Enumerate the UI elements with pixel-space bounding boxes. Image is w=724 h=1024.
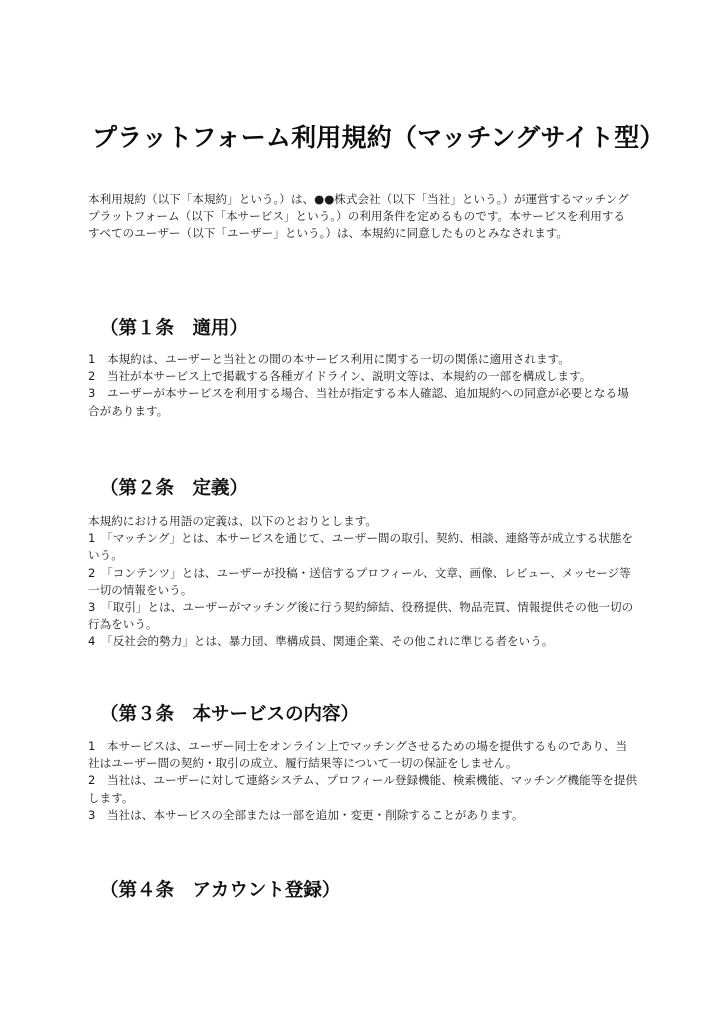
article-3-paragraph-2: 2 当社は、ユーザーに対して連絡システム、プロフィール登録機能、検索機能、マッチング機能等を提供します。 [88,773,638,805]
article-2-body [88,513,638,651]
article-3-paragraph-1: 1 本サービスは、ユーザー同士をオンライン上でマッチングさせるための場を提供するものであり、当社はユーザー間の契約・取引の成立、履行結果等について一切の保証をしません。 [88,739,628,771]
article-2-paragraph-4: 4 「反社会的勢力」とは、暴力団、準構成員、関連企業、その他これに準じる者をいう。 [88,634,554,649]
article-2-heading: （第２条 定義） [100,478,249,499]
intro-paragraph: 本利用規約（以下「本規約」という。）は、●●株式会社（以下「当社」という。）が運営するマッチングプラットフォーム（以下「本サービス」という。）の利用条件を定めるものです。本サービスを利用するすべてのユーザー（以下「ユーザー」という。）は、本規約に同意したものとみなされます。 [88,192,629,241]
article-1-paragraph-1: 1 本規約は、ユーザーと当社との間の本サービス利用に関する一切の関係に適用されます。 [88,352,570,366]
article-1-paragraph-2: 2 当社が本サービス上で掲載する各種ガイドライン、説明文等は、本規約の一部を構成します。 [88,369,592,384]
article-2-paragraph-intro: 本規約における用語の定義は、以下のとおりとします。 [88,514,377,528]
article-4-heading: （第４条 アカウント登録） [100,880,341,901]
article-1-paragraph-3: 3 ユーザーが本サービスを利用する場合、当社が指定する本人確認、追加規約への同意が必要となる場合があります。 [88,386,629,418]
article-2-paragraph-2: 2 「コンテンツ」とは、ユーザーが投稿・送信するプロフィール、文章、画像、レビュー、メッセージ等一切の情報をいう。 [88,565,631,597]
article-2-paragraph-1: 1 「マッチング」とは、本サービスを通じて、ユーザー間の取引、契約、相談、連絡等が成立する状態をいう。 [88,531,633,563]
article-3-paragraph-3: 3 当社は、本サービスの全部または一部を追加・変更・削除することがあります。 [88,807,524,822]
article-2-paragraph-3: 3 「取引」とは、ユーザーがマッチング後に行う契約締結、役務提供、物品売買、情報提供その他一切の行為をいう。 [88,600,634,632]
article-1-body [88,351,638,420]
document-title: プラットフォーム利用規約（マッチングサイト型） [92,123,665,152]
article-3-body [88,738,638,824]
article-1-heading: （第１条 適用） [100,318,249,339]
article-3-heading: （第３条 本サービスの内容） [100,704,360,725]
